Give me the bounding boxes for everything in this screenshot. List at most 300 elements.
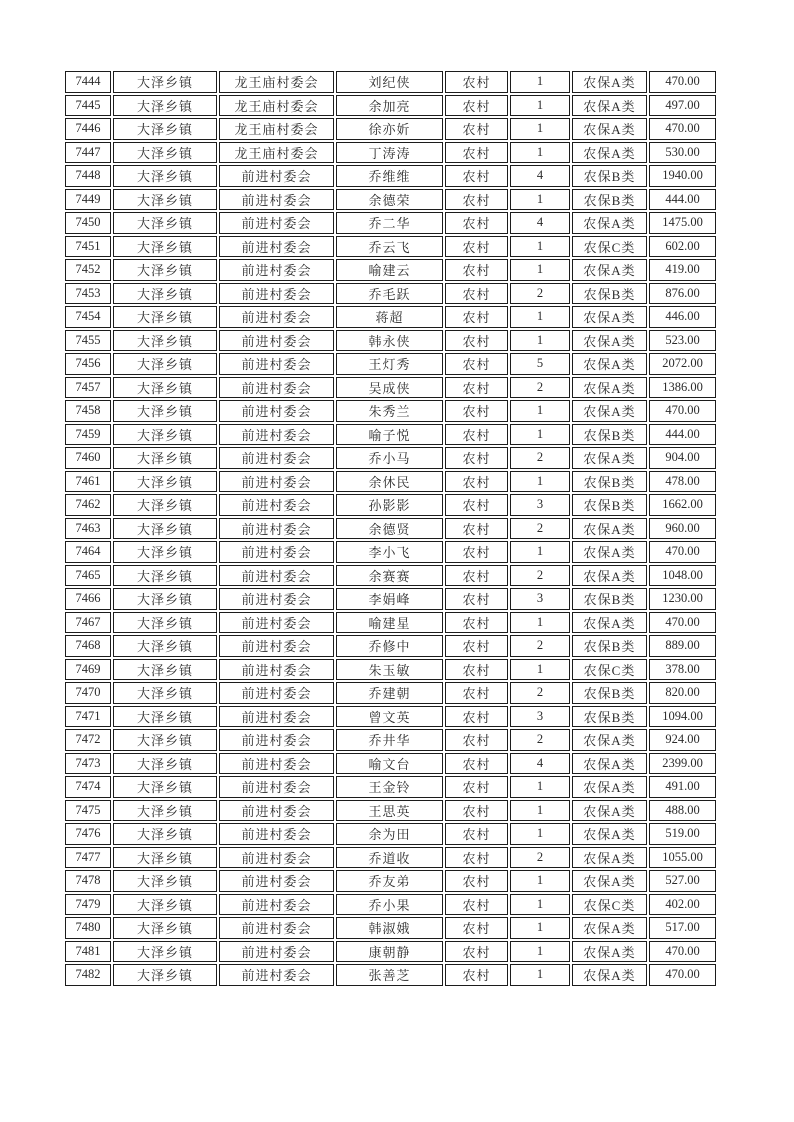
cell-residence-type: 农村 bbox=[445, 95, 508, 117]
cell-village: 前进村委会 bbox=[219, 447, 334, 469]
cell-person-count: 2 bbox=[510, 518, 570, 540]
cell-person-count: 1 bbox=[510, 142, 570, 164]
table-row bbox=[65, 236, 716, 258]
cell-amount: 470.00 bbox=[649, 541, 716, 563]
cell-person-count: 2 bbox=[510, 447, 570, 469]
cell-residence-type: 农村 bbox=[445, 165, 508, 187]
cell-insurance-category: 农保A类 bbox=[572, 612, 647, 634]
cell-village: 前进村委会 bbox=[219, 776, 334, 798]
cell-insurance-category: 农保A类 bbox=[572, 142, 647, 164]
cell-insurance-category: 农保C类 bbox=[572, 236, 647, 258]
cell-village: 前进村委会 bbox=[219, 753, 334, 775]
cell-id: 7453 bbox=[65, 283, 111, 305]
cell-name: 乔井华 bbox=[336, 729, 443, 751]
cell-name: 吴成侠 bbox=[336, 377, 443, 399]
cell-insurance-category: 农保C类 bbox=[572, 894, 647, 916]
cell-town: 大泽乡镇 bbox=[113, 71, 217, 93]
table-row bbox=[65, 847, 716, 869]
cell-person-count: 2 bbox=[510, 729, 570, 751]
cell-amount: 904.00 bbox=[649, 447, 716, 469]
cell-amount: 470.00 bbox=[649, 964, 716, 986]
cell-person-count: 1 bbox=[510, 870, 570, 892]
cell-person-count: 2 bbox=[510, 377, 570, 399]
cell-id: 7478 bbox=[65, 870, 111, 892]
cell-id: 7467 bbox=[65, 612, 111, 634]
cell-village: 龙王庙村委会 bbox=[219, 118, 334, 140]
cell-village: 前进村委会 bbox=[219, 518, 334, 540]
cell-amount: 1055.00 bbox=[649, 847, 716, 869]
cell-amount: 960.00 bbox=[649, 518, 716, 540]
cell-id: 7454 bbox=[65, 306, 111, 328]
table-row bbox=[65, 659, 716, 681]
cell-village: 前进村委会 bbox=[219, 306, 334, 328]
cell-person-count: 1 bbox=[510, 189, 570, 211]
cell-insurance-category: 农保A类 bbox=[572, 118, 647, 140]
cell-name: 余赛赛 bbox=[336, 565, 443, 587]
cell-village: 前进村委会 bbox=[219, 353, 334, 375]
cell-insurance-category: 农保A类 bbox=[572, 71, 647, 93]
cell-insurance-category: 农保A类 bbox=[572, 306, 647, 328]
table-row bbox=[65, 71, 716, 93]
cell-insurance-category: 农保B类 bbox=[572, 283, 647, 305]
cell-id: 7461 bbox=[65, 471, 111, 493]
cell-name: 刘纪侠 bbox=[336, 71, 443, 93]
cell-amount: 527.00 bbox=[649, 870, 716, 892]
cell-village: 前进村委会 bbox=[219, 259, 334, 281]
cell-village: 前进村委会 bbox=[219, 729, 334, 751]
cell-insurance-category: 农保A类 bbox=[572, 518, 647, 540]
table-row bbox=[65, 776, 716, 798]
cell-town: 大泽乡镇 bbox=[113, 118, 217, 140]
cell-town: 大泽乡镇 bbox=[113, 917, 217, 939]
cell-id: 7446 bbox=[65, 118, 111, 140]
cell-village: 前进村委会 bbox=[219, 917, 334, 939]
cell-name: 喻文台 bbox=[336, 753, 443, 775]
cell-insurance-category: 农保A类 bbox=[572, 330, 647, 352]
cell-town: 大泽乡镇 bbox=[113, 706, 217, 728]
cell-town: 大泽乡镇 bbox=[113, 870, 217, 892]
cell-name: 乔友弟 bbox=[336, 870, 443, 892]
cell-id: 7447 bbox=[65, 142, 111, 164]
cell-amount: 530.00 bbox=[649, 142, 716, 164]
cell-person-count: 1 bbox=[510, 236, 570, 258]
cell-village: 前进村委会 bbox=[219, 612, 334, 634]
cell-residence-type: 农村 bbox=[445, 541, 508, 563]
cell-id: 7452 bbox=[65, 259, 111, 281]
cell-name: 蒋超 bbox=[336, 306, 443, 328]
cell-residence-type: 农村 bbox=[445, 471, 508, 493]
cell-village: 前进村委会 bbox=[219, 212, 334, 234]
cell-town: 大泽乡镇 bbox=[113, 800, 217, 822]
cell-residence-type: 农村 bbox=[445, 283, 508, 305]
cell-residence-type: 农村 bbox=[445, 823, 508, 845]
cell-person-count: 1 bbox=[510, 118, 570, 140]
cell-insurance-category: 农保B类 bbox=[572, 165, 647, 187]
cell-insurance-category: 农保A类 bbox=[572, 941, 647, 963]
cell-amount: 478.00 bbox=[649, 471, 716, 493]
cell-amount: 378.00 bbox=[649, 659, 716, 681]
cell-name: 王灯秀 bbox=[336, 353, 443, 375]
cell-village: 前进村委会 bbox=[219, 377, 334, 399]
table-row bbox=[65, 917, 716, 939]
cell-village: 前进村委会 bbox=[219, 941, 334, 963]
cell-town: 大泽乡镇 bbox=[113, 659, 217, 681]
cell-name: 乔云飞 bbox=[336, 236, 443, 258]
cell-amount: 517.00 bbox=[649, 917, 716, 939]
cell-residence-type: 农村 bbox=[445, 118, 508, 140]
table-row bbox=[65, 729, 716, 751]
table-row bbox=[65, 870, 716, 892]
cell-village: 前进村委会 bbox=[219, 165, 334, 187]
cell-amount: 470.00 bbox=[649, 941, 716, 963]
table-row bbox=[65, 259, 716, 281]
cell-name: 王思英 bbox=[336, 800, 443, 822]
cell-amount: 491.00 bbox=[649, 776, 716, 798]
cell-name: 余休民 bbox=[336, 471, 443, 493]
cell-residence-type: 农村 bbox=[445, 189, 508, 211]
cell-name: 乔修中 bbox=[336, 635, 443, 657]
cell-village: 前进村委会 bbox=[219, 659, 334, 681]
cell-person-count: 1 bbox=[510, 941, 570, 963]
cell-village: 前进村委会 bbox=[219, 870, 334, 892]
cell-insurance-category: 农保B类 bbox=[572, 635, 647, 657]
cell-town: 大泽乡镇 bbox=[113, 894, 217, 916]
cell-person-count: 2 bbox=[510, 682, 570, 704]
cell-insurance-category: 农保A类 bbox=[572, 95, 647, 117]
cell-insurance-category: 农保A类 bbox=[572, 212, 647, 234]
cell-amount: 2399.00 bbox=[649, 753, 716, 775]
cell-person-count: 4 bbox=[510, 212, 570, 234]
cell-insurance-category: 农保B类 bbox=[572, 682, 647, 704]
cell-id: 7482 bbox=[65, 964, 111, 986]
cell-amount: 497.00 bbox=[649, 95, 716, 117]
cell-village: 龙王庙村委会 bbox=[219, 142, 334, 164]
cell-id: 7473 bbox=[65, 753, 111, 775]
cell-id: 7480 bbox=[65, 917, 111, 939]
cell-town: 大泽乡镇 bbox=[113, 283, 217, 305]
cell-residence-type: 农村 bbox=[445, 565, 508, 587]
cell-residence-type: 农村 bbox=[445, 330, 508, 352]
cell-residence-type: 农村 bbox=[445, 353, 508, 375]
cell-person-count: 1 bbox=[510, 776, 570, 798]
table-row bbox=[65, 635, 716, 657]
cell-residence-type: 农村 bbox=[445, 729, 508, 751]
cell-residence-type: 农村 bbox=[445, 400, 508, 422]
table-row bbox=[65, 189, 716, 211]
cell-residence-type: 农村 bbox=[445, 894, 508, 916]
cell-person-count: 2 bbox=[510, 283, 570, 305]
cell-person-count: 1 bbox=[510, 541, 570, 563]
cell-village: 前进村委会 bbox=[219, 682, 334, 704]
cell-town: 大泽乡镇 bbox=[113, 377, 217, 399]
cell-residence-type: 农村 bbox=[445, 259, 508, 281]
cell-name: 丁涛涛 bbox=[336, 142, 443, 164]
table-row bbox=[65, 306, 716, 328]
cell-insurance-category: 农保A类 bbox=[572, 917, 647, 939]
cell-person-count: 3 bbox=[510, 494, 570, 516]
beneficiary-table bbox=[63, 69, 718, 988]
cell-name: 王金铃 bbox=[336, 776, 443, 798]
cell-id: 7444 bbox=[65, 71, 111, 93]
cell-town: 大泽乡镇 bbox=[113, 212, 217, 234]
cell-name: 李小飞 bbox=[336, 541, 443, 563]
cell-name: 乔维维 bbox=[336, 165, 443, 187]
cell-name: 余德荣 bbox=[336, 189, 443, 211]
cell-amount: 419.00 bbox=[649, 259, 716, 281]
table-row bbox=[65, 541, 716, 563]
cell-amount: 488.00 bbox=[649, 800, 716, 822]
cell-town: 大泽乡镇 bbox=[113, 353, 217, 375]
cell-amount: 444.00 bbox=[649, 424, 716, 446]
cell-village: 前进村委会 bbox=[219, 635, 334, 657]
cell-person-count: 1 bbox=[510, 894, 570, 916]
cell-person-count: 4 bbox=[510, 753, 570, 775]
cell-id: 7476 bbox=[65, 823, 111, 845]
cell-town: 大泽乡镇 bbox=[113, 189, 217, 211]
table-row bbox=[65, 706, 716, 728]
cell-town: 大泽乡镇 bbox=[113, 330, 217, 352]
cell-insurance-category: 农保A类 bbox=[572, 541, 647, 563]
cell-town: 大泽乡镇 bbox=[113, 565, 217, 587]
cell-residence-type: 农村 bbox=[445, 71, 508, 93]
table-row bbox=[65, 964, 716, 986]
cell-amount: 889.00 bbox=[649, 635, 716, 657]
cell-residence-type: 农村 bbox=[445, 377, 508, 399]
table-row bbox=[65, 518, 716, 540]
cell-name: 朱玉敏 bbox=[336, 659, 443, 681]
cell-amount: 1475.00 bbox=[649, 212, 716, 234]
cell-amount: 470.00 bbox=[649, 612, 716, 634]
cell-name: 余加亮 bbox=[336, 95, 443, 117]
cell-insurance-category: 农保A类 bbox=[572, 870, 647, 892]
cell-name: 李娟峰 bbox=[336, 588, 443, 610]
cell-person-count: 1 bbox=[510, 471, 570, 493]
cell-residence-type: 农村 bbox=[445, 142, 508, 164]
table-row bbox=[65, 118, 716, 140]
cell-insurance-category: 农保A类 bbox=[572, 447, 647, 469]
cell-name: 徐亦妡 bbox=[336, 118, 443, 140]
cell-name: 余为田 bbox=[336, 823, 443, 845]
cell-village: 前进村委会 bbox=[219, 823, 334, 845]
cell-id: 7450 bbox=[65, 212, 111, 234]
cell-town: 大泽乡镇 bbox=[113, 612, 217, 634]
cell-village: 前进村委会 bbox=[219, 894, 334, 916]
table-row bbox=[65, 165, 716, 187]
table-row bbox=[65, 377, 716, 399]
cell-id: 7459 bbox=[65, 424, 111, 446]
cell-residence-type: 农村 bbox=[445, 306, 508, 328]
cell-village: 前进村委会 bbox=[219, 964, 334, 986]
cell-residence-type: 农村 bbox=[445, 659, 508, 681]
cell-id: 7472 bbox=[65, 729, 111, 751]
cell-amount: 1048.00 bbox=[649, 565, 716, 587]
cell-insurance-category: 农保A类 bbox=[572, 847, 647, 869]
cell-residence-type: 农村 bbox=[445, 447, 508, 469]
cell-village: 前进村委会 bbox=[219, 706, 334, 728]
cell-village: 前进村委会 bbox=[219, 236, 334, 258]
cell-insurance-category: 农保B类 bbox=[572, 494, 647, 516]
cell-insurance-category: 农保C类 bbox=[572, 659, 647, 681]
table-row bbox=[65, 800, 716, 822]
cell-person-count: 1 bbox=[510, 71, 570, 93]
cell-town: 大泽乡镇 bbox=[113, 847, 217, 869]
cell-id: 7456 bbox=[65, 353, 111, 375]
cell-name: 曾文英 bbox=[336, 706, 443, 728]
cell-village: 前进村委会 bbox=[219, 330, 334, 352]
cell-amount: 602.00 bbox=[649, 236, 716, 258]
cell-name: 孙影影 bbox=[336, 494, 443, 516]
cell-town: 大泽乡镇 bbox=[113, 236, 217, 258]
cell-village: 前进村委会 bbox=[219, 400, 334, 422]
cell-name: 喻子悦 bbox=[336, 424, 443, 446]
cell-amount: 470.00 bbox=[649, 400, 716, 422]
cell-town: 大泽乡镇 bbox=[113, 494, 217, 516]
cell-village: 前进村委会 bbox=[219, 471, 334, 493]
cell-residence-type: 农村 bbox=[445, 917, 508, 939]
cell-town: 大泽乡镇 bbox=[113, 306, 217, 328]
cell-amount: 470.00 bbox=[649, 71, 716, 93]
cell-name: 乔建朝 bbox=[336, 682, 443, 704]
cell-person-count: 1 bbox=[510, 95, 570, 117]
cell-insurance-category: 农保B类 bbox=[572, 189, 647, 211]
cell-id: 7451 bbox=[65, 236, 111, 258]
cell-person-count: 1 bbox=[510, 424, 570, 446]
cell-amount: 470.00 bbox=[649, 118, 716, 140]
cell-person-count: 1 bbox=[510, 306, 570, 328]
cell-id: 7468 bbox=[65, 635, 111, 657]
cell-amount: 446.00 bbox=[649, 306, 716, 328]
cell-id: 7449 bbox=[65, 189, 111, 211]
cell-town: 大泽乡镇 bbox=[113, 447, 217, 469]
table-row bbox=[65, 494, 716, 516]
cell-person-count: 1 bbox=[510, 259, 570, 281]
cell-residence-type: 农村 bbox=[445, 682, 508, 704]
cell-amount: 924.00 bbox=[649, 729, 716, 751]
cell-village: 龙王庙村委会 bbox=[219, 71, 334, 93]
table-row bbox=[65, 894, 716, 916]
cell-residence-type: 农村 bbox=[445, 847, 508, 869]
table-row bbox=[65, 447, 716, 469]
cell-town: 大泽乡镇 bbox=[113, 682, 217, 704]
cell-village: 前进村委会 bbox=[219, 800, 334, 822]
cell-id: 7466 bbox=[65, 588, 111, 610]
cell-town: 大泽乡镇 bbox=[113, 424, 217, 446]
cell-person-count: 3 bbox=[510, 588, 570, 610]
cell-village: 前进村委会 bbox=[219, 189, 334, 211]
cell-insurance-category: 农保A类 bbox=[572, 964, 647, 986]
cell-residence-type: 农村 bbox=[445, 800, 508, 822]
cell-insurance-category: 农保A类 bbox=[572, 729, 647, 751]
cell-amount: 1662.00 bbox=[649, 494, 716, 516]
cell-person-count: 4 bbox=[510, 165, 570, 187]
cell-village: 前进村委会 bbox=[219, 541, 334, 563]
cell-residence-type: 农村 bbox=[445, 494, 508, 516]
cell-id: 7481 bbox=[65, 941, 111, 963]
cell-amount: 1940.00 bbox=[649, 165, 716, 187]
cell-town: 大泽乡镇 bbox=[113, 753, 217, 775]
table-row bbox=[65, 471, 716, 493]
cell-id: 7464 bbox=[65, 541, 111, 563]
table-row bbox=[65, 95, 716, 117]
cell-id: 7474 bbox=[65, 776, 111, 798]
cell-town: 大泽乡镇 bbox=[113, 165, 217, 187]
cell-id: 7479 bbox=[65, 894, 111, 916]
table-row bbox=[65, 424, 716, 446]
cell-name: 喻建星 bbox=[336, 612, 443, 634]
cell-id: 7455 bbox=[65, 330, 111, 352]
cell-person-count: 1 bbox=[510, 330, 570, 352]
cell-town: 大泽乡镇 bbox=[113, 635, 217, 657]
table-row bbox=[65, 283, 716, 305]
table-row bbox=[65, 682, 716, 704]
cell-insurance-category: 农保B类 bbox=[572, 424, 647, 446]
cell-amount: 519.00 bbox=[649, 823, 716, 845]
cell-person-count: 2 bbox=[510, 635, 570, 657]
cell-person-count: 2 bbox=[510, 565, 570, 587]
cell-id: 7458 bbox=[65, 400, 111, 422]
cell-town: 大泽乡镇 bbox=[113, 400, 217, 422]
cell-residence-type: 农村 bbox=[445, 753, 508, 775]
cell-id: 7477 bbox=[65, 847, 111, 869]
cell-residence-type: 农村 bbox=[445, 212, 508, 234]
cell-town: 大泽乡镇 bbox=[113, 95, 217, 117]
table-row bbox=[65, 823, 716, 845]
cell-town: 大泽乡镇 bbox=[113, 471, 217, 493]
cell-insurance-category: 农保A类 bbox=[572, 400, 647, 422]
cell-residence-type: 农村 bbox=[445, 236, 508, 258]
cell-residence-type: 农村 bbox=[445, 518, 508, 540]
cell-residence-type: 农村 bbox=[445, 964, 508, 986]
table-row bbox=[65, 330, 716, 352]
cell-village: 前进村委会 bbox=[219, 588, 334, 610]
table-row bbox=[65, 753, 716, 775]
cell-amount: 1386.00 bbox=[649, 377, 716, 399]
cell-town: 大泽乡镇 bbox=[113, 823, 217, 845]
cell-id: 7445 bbox=[65, 95, 111, 117]
cell-id: 7462 bbox=[65, 494, 111, 516]
cell-id: 7469 bbox=[65, 659, 111, 681]
cell-insurance-category: 农保B类 bbox=[572, 588, 647, 610]
cell-insurance-category: 农保A类 bbox=[572, 377, 647, 399]
cell-id: 7470 bbox=[65, 682, 111, 704]
cell-insurance-category: 农保A类 bbox=[572, 823, 647, 845]
table-row bbox=[65, 565, 716, 587]
table-row bbox=[65, 612, 716, 634]
cell-amount: 444.00 bbox=[649, 189, 716, 211]
cell-id: 7448 bbox=[65, 165, 111, 187]
cell-person-count: 1 bbox=[510, 659, 570, 681]
cell-name: 余德贤 bbox=[336, 518, 443, 540]
cell-amount: 1230.00 bbox=[649, 588, 716, 610]
cell-residence-type: 农村 bbox=[445, 612, 508, 634]
cell-name: 乔道收 bbox=[336, 847, 443, 869]
cell-insurance-category: 农保A类 bbox=[572, 259, 647, 281]
cell-town: 大泽乡镇 bbox=[113, 142, 217, 164]
cell-village: 龙王庙村委会 bbox=[219, 95, 334, 117]
cell-name: 乔小马 bbox=[336, 447, 443, 469]
table-row bbox=[65, 142, 716, 164]
cell-person-count: 1 bbox=[510, 823, 570, 845]
cell-insurance-category: 农保B类 bbox=[572, 706, 647, 728]
cell-amount: 523.00 bbox=[649, 330, 716, 352]
table-row bbox=[65, 353, 716, 375]
cell-town: 大泽乡镇 bbox=[113, 964, 217, 986]
cell-id: 7463 bbox=[65, 518, 111, 540]
cell-name: 康朝静 bbox=[336, 941, 443, 963]
table-row bbox=[65, 212, 716, 234]
cell-id: 7457 bbox=[65, 377, 111, 399]
table-row bbox=[65, 400, 716, 422]
